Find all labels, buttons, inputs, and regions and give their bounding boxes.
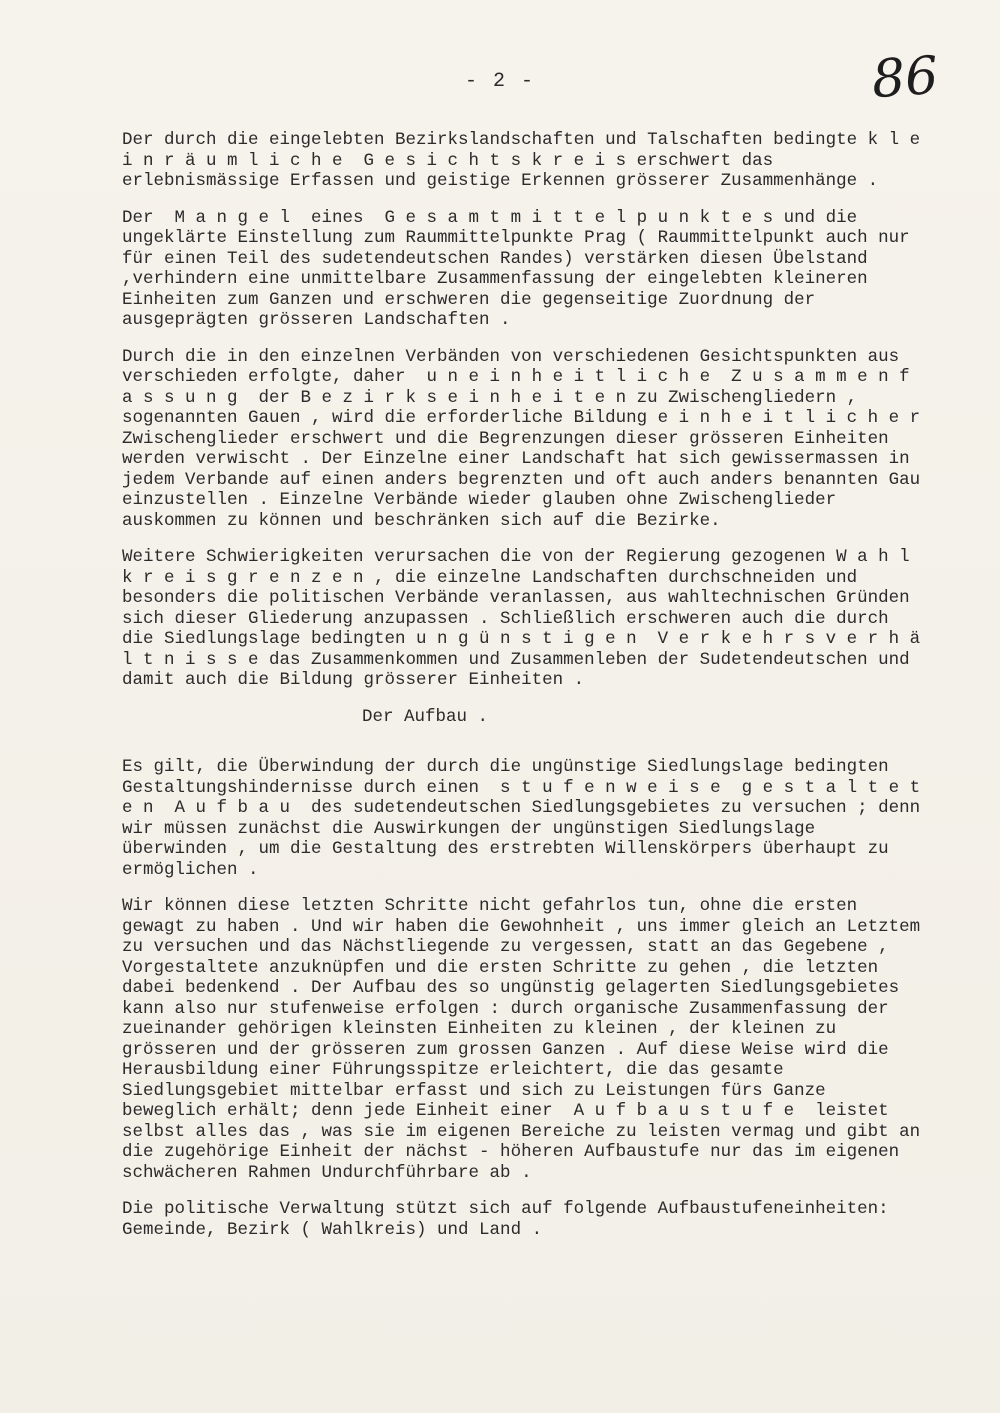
section-heading: Der Aufbau . bbox=[362, 706, 489, 727]
paragraph: Die politische Verwaltung stützt sich auf folgende Aufbaustufeneinheiten: Gemeinde, Bezirk ( Wahlkreis) und Land . bbox=[122, 1199, 900, 1240]
paragraph: Wir können diese letzten Schritte nicht gefahrlos tun, ohne die ersten gewagt zu haben . Und wir haben die Gewohnheit , uns immer gleich an Letztem zu versuchen und das Nächstliegende zu vergessen, statt an das Gegebene , Vorgestaltete anzuknüpfen und die ersten Schritte zu gehen , die letzten dabei bedenkend . Der Aufbau des so ungünstig gelagerten Siedlungsgebietes kann also nur stufenweise erfolgen : durch organische Zusammenfassung der zueinander gehörigen kleinsten Einheiten zu kleinen , der kleinen zu grösseren und der grösseren zum grossen Ganzen . Auf diese Weise wird die Herausbildung einer Führungsspitze erleichtert, die das gesamte Siedlungsgebiet mittelbar erfasst und sich zu Leistungen fürs Ganze beweglich erhält; denn jede Einheit einer A u f b a u s t u f e leistet selbst alles das , was sie im eigenen Bereiche zu leisten vermag und gibt an die zugehörige Einheit der nächst - höheren Aufbaustufe nur das im eigenen schwächeren Rahmen Undurchführbare ab . bbox=[122, 896, 931, 1183]
paragraph: Der M a n g e l eines G e s a m t m i t t e l p u n k t e s und die ungeklärte Einstellung zum Raummittelpunkte Prag ( Raummittelpunkt auch nur für einen Teil des sudetendeutschen Randes) verstärken diesen Übelstand ,verhindern eine unmittelbare Zusammenfassung der eingelebten kleineren Einheiten zum Ganzen und erschweren die gegenseitige Zuordnung der ausgeprägten grösseren Landschaften . bbox=[122, 207, 921, 330]
paragraph: Es gilt, die Überwindung der durch die ungünstige Siedlungslage bedingten Gestaltungshindernisse durch einen s t u f e n w e i s e g e s t a l t e t e n A u f b a u des sudetendeutschen Siedlungsgebietes zu versuchen ; denn wir müssen zunächst die Auswirkungen der ungünstigen Siedlungslage überwinden , um die Gestaltung des erstrebten Willenskörpers überhaupt zu ermöglichen . bbox=[122, 757, 931, 880]
body-text bbox=[122, 130, 942, 1256]
paragraph: Der durch die eingelebten Bezirkslandschaften und Talschaften bedingte k l e i n r ä u m l i c h e G e s i c h t s k r e i s erschwert das erlebnismässige Erfassen und geistige Erkennen grösserer Zusammenhänge . bbox=[122, 130, 931, 191]
paragraph: Weitere Schwierigkeiten verursachen die von der Regierung gezogenen W a h l k r e i s g r e n z e n , die einzelne Landschaften durchschneiden und besonders die politischen Verbände veranlassen, aus wahltechnischen Gründen sich dieser Gliederung anzupassen . Schließlich erschweren auch die durch die Siedlungslage bedingten u n g ü n s t i g e n V e r k e h r s v e r h ä l t n i s s e das Zusammenkommen und Zusammenleben der Sudetendeutschen und damit auch die Bildung grösserer Einheiten . bbox=[122, 547, 931, 690]
handwritten-folio-number: 86 bbox=[869, 45, 941, 111]
paragraph: Durch die in den einzelnen Verbänden von verschiedenen Gesichtspunkten aus verschieden erfolgte, daher u n e i n h e i t l i c h e Z u s a m m e n f a s s u n g der B e z i r k s e i n h e i t e n zu Zwischengliedern , sogenannten Gauen , wird die erforderliche Bildung e i n h e i t l i c h e r Zwischenglieder erschwert und die Begrenzungen dieser grösseren Einheiten werden verwischt . Der Einzelne einer Landschaft hat sich gewissermassen in jedem Verbande auf einen anders begrenzten und oft auch anders benannten Gau einzustellen . Einzelne Verbände wieder glauben ohne Zwischenglieder auskommen zu können und beschränken sich auf die Bezirke. bbox=[122, 346, 942, 531]
page-number: - 2 - bbox=[464, 70, 535, 93]
